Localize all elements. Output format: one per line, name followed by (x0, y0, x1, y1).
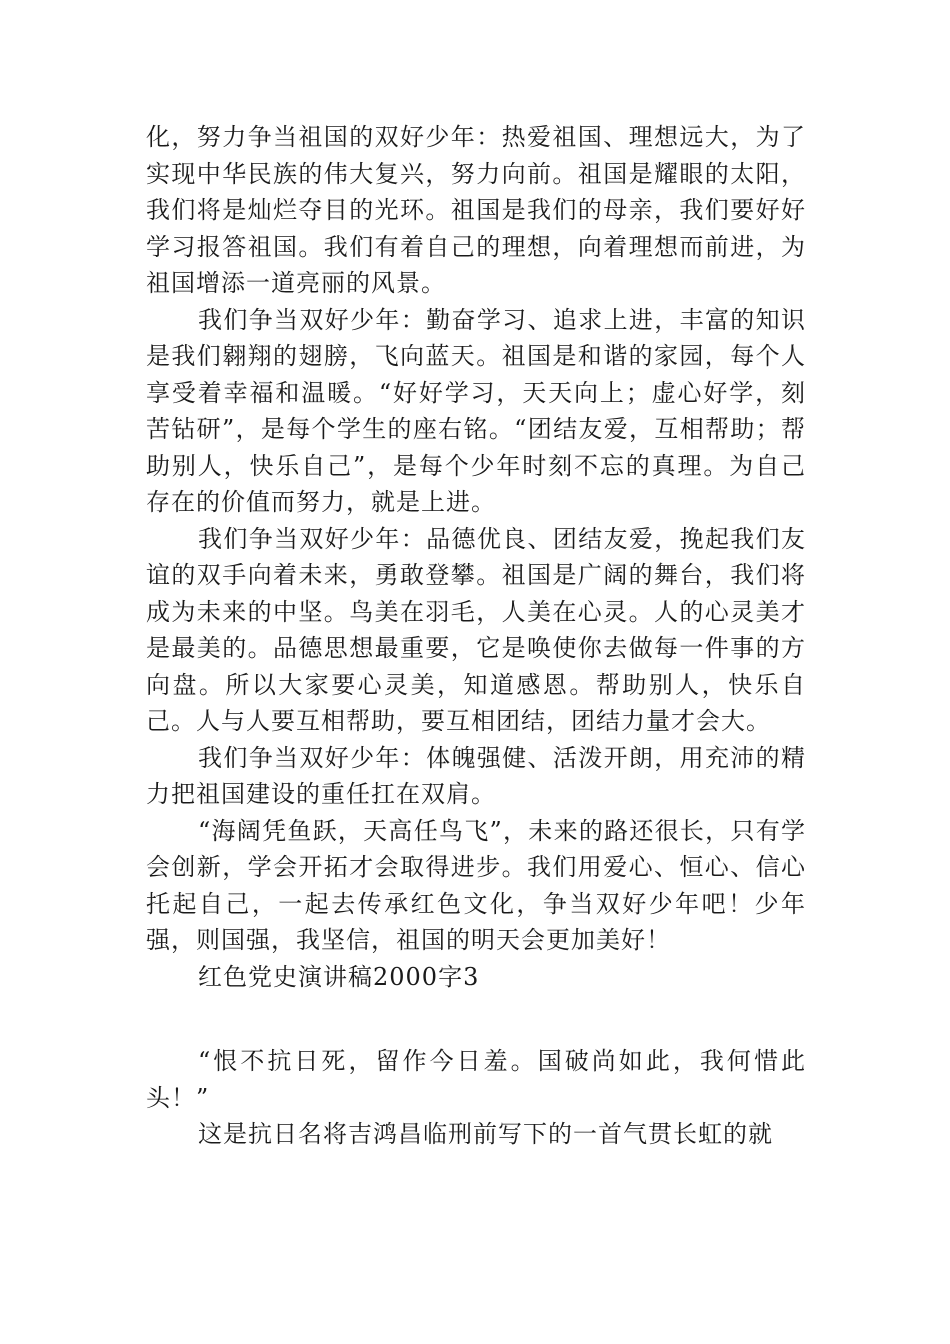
paragraph-health: 我们争当双好少年：体魄强健、活泼开朗，用充沛的精力把祖国建设的重任扛在双肩。 (146, 743, 806, 808)
paragraph-conclusion: “海阔凭鱼跃，天高任鸟飞”，未来的路还很长，只有学会创新，学会开拓才会取得进步。我们用爱心、恒心、信心托起自己，一起去传承红色文化，争当双好少年吧！少年强，则国强，我坚信，祖国的明天会更加美好！ (146, 816, 806, 954)
paragraph-study: 我们争当双好少年：勤奋学习、追求上进，丰富的知识是我们翱翔的翅膀，飞向蓝天。祖国是和谐的家园，每个人享受着幸福和温暖。“好好学习，天天向上；虚心好学，刻苦钻研”，是每个学生的座右铭。“团结友爱，互相帮助；帮助别人，快乐自己”，是每个少年时刻不忘的真理。为自己存在的价值而努力，就是上进。 (146, 305, 806, 516)
paragraph-continued: 化，努力争当祖国的双好少年：热爱祖国、理想远大，为了实现中华民族的伟大复兴，努力向前。祖国是耀眼的太阳，我们将是灿烂夺目的光环。祖国是我们的母亲，我们要好好学习报答祖国。我们有着自己的理想，向着理想而前进，为祖国增添一道亮丽的风景。 (146, 123, 806, 297)
paragraph-final: 这是抗日名将吉鸿昌临刑前写下的一首气贯长虹的就 (198, 1120, 773, 1148)
blank-line (146, 995, 806, 1031)
paragraph-character: 我们争当双好少年：品德优良、团结友爱，挽起我们友谊的双手向着未来，勇敢登攀。祖国是广阔的舞台，我们将成为未来的中坚。鸟美在羽毛，人美在心灵。人的心灵美才是最美的。品德思想最重要，它是唤使你去做每一件事的方向盘。所以大家要心灵美，知道感恩。帮助别人，快乐自己。人与人要互相帮助，要互相团结，团结力量才会大。 (146, 524, 806, 735)
document-body (146, 119, 806, 1153)
section-heading: 红色党史演讲稿2000字3 (198, 962, 480, 991)
quote-paragraph: “恨不抗日死，留作今日羞。国破尚如此，我何惜此头！” (146, 1047, 806, 1112)
